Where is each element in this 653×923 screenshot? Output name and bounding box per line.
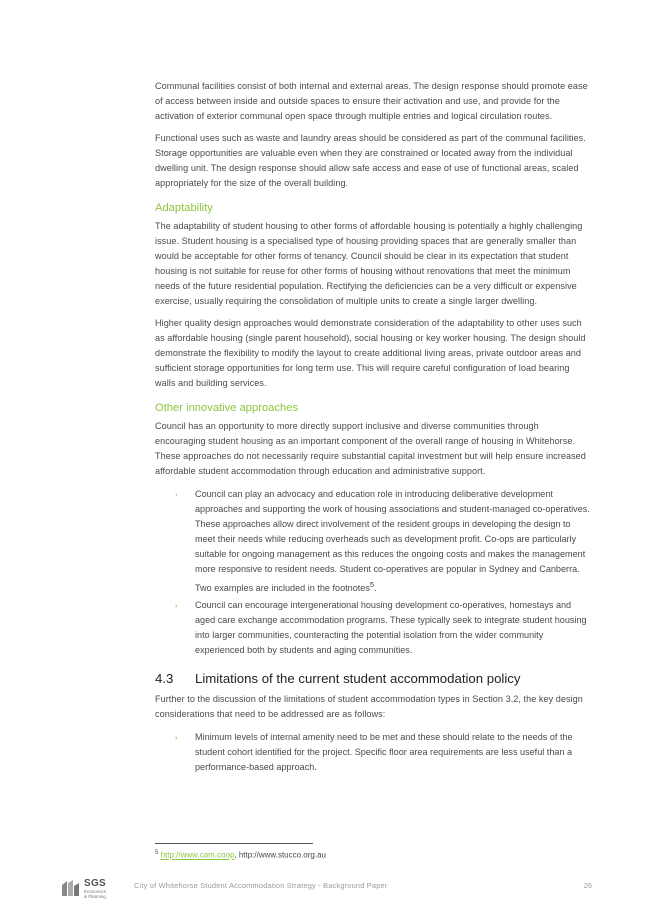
footnote-ref[interactable]: 5 — [369, 580, 375, 589]
list-item — [155, 487, 591, 596]
logo-subtext-line-1: Economics — [84, 889, 107, 894]
limitations-bullet-list — [155, 730, 591, 775]
page-footer — [60, 876, 600, 900]
document-title: City of Whitehorse Student Accommodation Strategy - Background Paper — [134, 881, 388, 890]
heading-adaptability: Adaptability — [155, 202, 213, 214]
bullet-icon: › — [175, 601, 178, 611]
bullet-icon: › — [175, 490, 178, 499]
footnote-link[interactable]: http://www.cam.coop — [160, 850, 235, 860]
bullet-text: Council can play an advocacy and education role in introducing deliberative development approaches and supporting the work of housing associations and student-managed co-operatives. These approaches allow direct involvement of the resident groups in developing the design to meet their needs while reducing overheads such as development profit. Co-ops are particularly suitable for ongoing management as this reduces the ongoing costs and makes the management more responsive to resident needs. Student co-operatives are popular in Sydney and Canberra. Two examples are included in the footnotes — [195, 489, 590, 594]
innovative-bullet-list — [155, 487, 591, 658]
footnote-text: , http://www.stucco.org.au — [234, 850, 326, 860]
heading-innovative: Other innovative approaches — [155, 402, 299, 414]
paragraph-adaptability-1: The adaptability of student housing to other forms of affordable housing is potentially a highly challenging issue. Student housing is a specialised type of housing providing spaces that are generally smaller than would be acceptable for other forms of tenancy. Council should be clear in its expectation that student housing is not suitable for reuse for other forms of housing without renovations that meet the minimum needs of the future residential population. Rectifying the deficiencies can be a very difficult or expensive exercise, usually requiring the consolidation of multiple units to create a single larger dwelling. — [155, 221, 583, 306]
page-number: 26 — [583, 881, 592, 890]
bullet-icon: › — [175, 733, 178, 743]
list-item — [155, 730, 591, 775]
section-number: 4.3 — [155, 671, 174, 687]
list-item — [155, 598, 591, 658]
footnote-number: 5 — [155, 850, 159, 856]
paragraph-limitations: Further to the discussion of the limitations of student accommodation types in Section 3.2, the key design considerations that need to be addressed are as follows: — [155, 694, 583, 720]
page-body — [155, 79, 591, 783]
logo-mark-icon — [60, 879, 80, 897]
paragraph-innovative: Council has an opportunity to more directly support inclusive and diverse communities through encouraging student housing as an important component of the overall range of housing in Whitehorse. These approaches do not necessarily require substantial capital investment but will help ensure increased affordable student accommodation through education and administrative support. — [155, 421, 586, 476]
footnote — [155, 850, 326, 860]
footnote-divider — [155, 843, 313, 844]
bullet-text-end: . — [374, 583, 377, 594]
bullet-text: Council can encourage intergenerational housing development co-operatives, homestays and aged care exchange accommodation programs. These typically seek to integrate student housing into larger communities, counteracting the potential isolation from the wider community experienced both by students and aging communities. — [195, 600, 587, 656]
paragraph-communal: Communal facilities consist of both internal and external areas. The design response should promote ease of access between inside and outside spaces to ensure their activation and use, and provide for the activation of exterior communal open space through multiple entries and logical circulation routes. — [155, 81, 588, 121]
paragraph-adaptability-2: Higher quality design approaches would demonstrate consideration of the adaptability to other uses such as affordable housing (single parent household), social housing or key worker housing. The design should demonstrate the flexibility to modify the layout to create additional living areas, private outdoor areas and sufficient storage opportunities for long term use. This will require careful configuration of load bearing walls and building services. — [155, 318, 586, 388]
logo-subtext — [84, 889, 106, 899]
section-heading — [155, 670, 591, 688]
section-title: Limitations of the current student accommodation policy — [195, 671, 521, 687]
bullet-text: Minimum levels of internal amenity need to be met and these should relate to the needs of the student cohort identified for the project. Specific floor area requirements are less useful than a performance-based approach. — [195, 732, 573, 773]
sgs-logo — [60, 878, 120, 900]
logo-text: SGS — [84, 878, 107, 889]
paragraph-functional: Functional uses such as waste and laundry areas should be considered as part of the communal facilities. Storage opportunities are valuable even when they are constrained or located away from the individual dwelling unit. The design response should allow safe access and ease of use of functional areas, scaled appropriately for the size of the overall building. — [155, 133, 586, 188]
logo-subtext-line-2: & Planning — [84, 894, 106, 899]
